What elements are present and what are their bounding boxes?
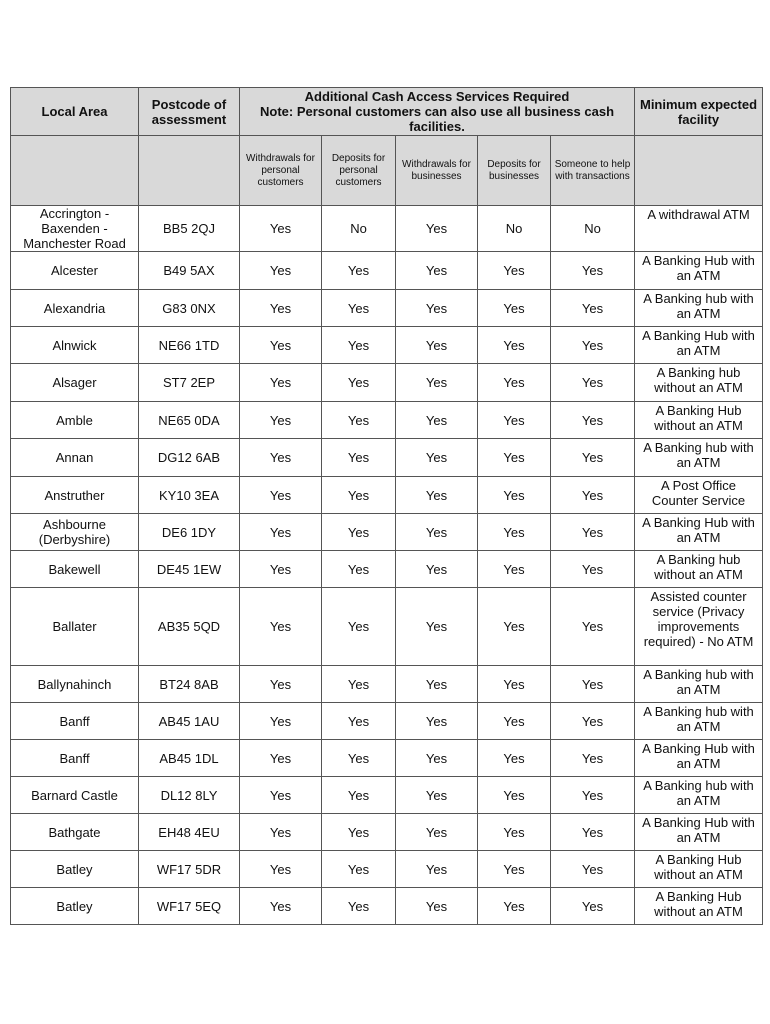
- area-cell: Ashbourne (Derbyshire): [11, 514, 139, 551]
- table-row: [11, 439, 763, 477]
- facility-cell: A Banking Hub with an ATM: [635, 252, 763, 290]
- withdrawals-personal-cell: Yes: [240, 777, 322, 814]
- postcode-cell: G83 0NX: [139, 290, 240, 327]
- facility-cell: A Banking Hub without an ATM: [635, 888, 763, 925]
- deposits-business-cell: Yes: [478, 327, 551, 364]
- area-cell: Bathgate: [11, 814, 139, 851]
- table-row: [11, 290, 763, 327]
- facility-cell: Assisted counter service (Privacy improvements required) - No ATM: [635, 588, 763, 666]
- someone-help-cell: Yes: [551, 364, 635, 402]
- area-cell: Amble: [11, 402, 139, 439]
- deposits-personal-cell: Yes: [322, 703, 396, 740]
- subheader-blank-area: [11, 136, 139, 206]
- table-row: [11, 851, 763, 888]
- postcode-cell: DE45 1EW: [139, 551, 240, 588]
- header-services-note: Note: Personal customers can also use all business cash facilities.: [259, 104, 615, 134]
- withdrawals-personal-cell: Yes: [240, 740, 322, 777]
- area-cell: Ballynahinch: [11, 666, 139, 703]
- cash-access-table: [10, 87, 763, 925]
- withdrawals-personal-cell: Yes: [240, 290, 322, 327]
- postcode-cell: AB45 1DL: [139, 740, 240, 777]
- withdrawals-business-cell: Yes: [396, 588, 478, 666]
- someone-help-cell: Yes: [551, 851, 635, 888]
- subheader-withdrawals-business: Withdrawals for businesses: [396, 136, 478, 206]
- withdrawals-business-cell: Yes: [396, 888, 478, 925]
- table-body: [11, 206, 763, 925]
- table-row: [11, 814, 763, 851]
- area-cell: Annan: [11, 439, 139, 477]
- header-local-area: Local Area: [11, 88, 139, 136]
- withdrawals-personal-cell: Yes: [240, 703, 322, 740]
- withdrawals-business-cell: Yes: [396, 514, 478, 551]
- withdrawals-business-cell: Yes: [396, 402, 478, 439]
- postcode-cell: DE6 1DY: [139, 514, 240, 551]
- someone-help-cell: No: [551, 206, 635, 252]
- withdrawals-personal-cell: Yes: [240, 252, 322, 290]
- deposits-business-cell: Yes: [478, 290, 551, 327]
- someone-help-cell: Yes: [551, 514, 635, 551]
- subheader-deposits-business: Deposits for businesses: [478, 136, 551, 206]
- deposits-personal-cell: Yes: [322, 327, 396, 364]
- table-row: [11, 252, 763, 290]
- postcode-cell: DL12 8LY: [139, 777, 240, 814]
- table-row: [11, 588, 763, 666]
- area-cell: Bakewell: [11, 551, 139, 588]
- deposits-personal-cell: Yes: [322, 439, 396, 477]
- withdrawals-personal-cell: Yes: [240, 666, 322, 703]
- someone-help-cell: Yes: [551, 477, 635, 514]
- postcode-cell: BT24 8AB: [139, 666, 240, 703]
- area-cell: Banff: [11, 740, 139, 777]
- area-cell: Ballater: [11, 588, 139, 666]
- deposits-personal-cell: Yes: [322, 588, 396, 666]
- withdrawals-personal-cell: Yes: [240, 364, 322, 402]
- someone-help-cell: Yes: [551, 777, 635, 814]
- facility-cell: A withdrawal ATM: [635, 206, 763, 252]
- deposits-business-cell: Yes: [478, 703, 551, 740]
- postcode-cell: NE65 0DA: [139, 402, 240, 439]
- withdrawals-business-cell: Yes: [396, 703, 478, 740]
- withdrawals-business-cell: Yes: [396, 851, 478, 888]
- deposits-business-cell: Yes: [478, 666, 551, 703]
- withdrawals-personal-cell: Yes: [240, 888, 322, 925]
- facility-cell: A Banking hub with an ATM: [635, 703, 763, 740]
- withdrawals-personal-cell: Yes: [240, 402, 322, 439]
- deposits-business-cell: Yes: [478, 740, 551, 777]
- table-row: [11, 551, 763, 588]
- deposits-business-cell: Yes: [478, 588, 551, 666]
- withdrawals-personal-cell: Yes: [240, 514, 322, 551]
- facility-cell: A Banking Hub with an ATM: [635, 740, 763, 777]
- facility-cell: A Banking Hub with an ATM: [635, 327, 763, 364]
- area-cell: Batley: [11, 851, 139, 888]
- postcode-cell: WF17 5EQ: [139, 888, 240, 925]
- table-row: [11, 477, 763, 514]
- deposits-personal-cell: Yes: [322, 888, 396, 925]
- facility-cell: A Banking hub with an ATM: [635, 439, 763, 477]
- postcode-cell: EH48 4EU: [139, 814, 240, 851]
- withdrawals-business-cell: Yes: [396, 814, 478, 851]
- facility-cell: A Post Office Counter Service: [635, 477, 763, 514]
- deposits-business-cell: Yes: [478, 514, 551, 551]
- table-row: [11, 740, 763, 777]
- withdrawals-personal-cell: Yes: [240, 327, 322, 364]
- header-minimum-facility: Minimum expected facility: [635, 88, 763, 136]
- facility-cell: A Banking hub without an ATM: [635, 364, 763, 402]
- deposits-personal-cell: Yes: [322, 551, 396, 588]
- area-cell: Barnard Castle: [11, 777, 139, 814]
- header-postcode: Postcode of assessment: [139, 88, 240, 136]
- deposits-business-cell: Yes: [478, 814, 551, 851]
- subheader-blank-facility: [635, 136, 763, 206]
- deposits-personal-cell: Yes: [322, 514, 396, 551]
- area-cell: Alsager: [11, 364, 139, 402]
- someone-help-cell: Yes: [551, 888, 635, 925]
- withdrawals-business-cell: Yes: [396, 666, 478, 703]
- postcode-cell: DG12 6AB: [139, 439, 240, 477]
- deposits-personal-cell: Yes: [322, 666, 396, 703]
- table-row: [11, 703, 763, 740]
- deposits-personal-cell: Yes: [322, 477, 396, 514]
- someone-help-cell: Yes: [551, 327, 635, 364]
- table-row: [11, 777, 763, 814]
- deposits-business-cell: Yes: [478, 477, 551, 514]
- deposits-business-cell: Yes: [478, 851, 551, 888]
- facility-cell: A Banking Hub with an ATM: [635, 814, 763, 851]
- someone-help-cell: Yes: [551, 814, 635, 851]
- subheader-deposits-personal: Deposits for personal customers: [322, 136, 396, 206]
- area-cell: Alexandria: [11, 290, 139, 327]
- area-cell: Accrington - Baxenden - Manchester Road: [11, 206, 139, 252]
- someone-help-cell: Yes: [551, 588, 635, 666]
- header-services: [240, 88, 635, 136]
- area-cell: Anstruther: [11, 477, 139, 514]
- postcode-cell: WF17 5DR: [139, 851, 240, 888]
- withdrawals-personal-cell: Yes: [240, 206, 322, 252]
- withdrawals-business-cell: Yes: [396, 439, 478, 477]
- withdrawals-business-cell: Yes: [396, 740, 478, 777]
- deposits-personal-cell: Yes: [322, 364, 396, 402]
- someone-help-cell: Yes: [551, 740, 635, 777]
- table-row: [11, 666, 763, 703]
- deposits-personal-cell: Yes: [322, 740, 396, 777]
- someone-help-cell: Yes: [551, 703, 635, 740]
- deposits-personal-cell: Yes: [322, 252, 396, 290]
- deposits-business-cell: Yes: [478, 888, 551, 925]
- withdrawals-personal-cell: Yes: [240, 588, 322, 666]
- deposits-personal-cell: Yes: [322, 290, 396, 327]
- withdrawals-business-cell: Yes: [396, 252, 478, 290]
- withdrawals-business-cell: Yes: [396, 777, 478, 814]
- someone-help-cell: Yes: [551, 551, 635, 588]
- facility-cell: A Banking Hub without an ATM: [635, 402, 763, 439]
- postcode-cell: BB5 2QJ: [139, 206, 240, 252]
- area-cell: Batley: [11, 888, 139, 925]
- table-row: [11, 206, 763, 252]
- header-services-title: Additional Cash Access Services Required: [304, 89, 570, 104]
- postcode-cell: B49 5AX: [139, 252, 240, 290]
- table-row: [11, 514, 763, 551]
- someone-help-cell: Yes: [551, 666, 635, 703]
- withdrawals-business-cell: Yes: [396, 290, 478, 327]
- table-row: [11, 402, 763, 439]
- withdrawals-personal-cell: Yes: [240, 814, 322, 851]
- deposits-personal-cell: Yes: [322, 851, 396, 888]
- postcode-cell: ST7 2EP: [139, 364, 240, 402]
- facility-cell: A Banking hub with an ATM: [635, 777, 763, 814]
- facility-cell: A Banking Hub with an ATM: [635, 514, 763, 551]
- deposits-business-cell: Yes: [478, 402, 551, 439]
- withdrawals-business-cell: Yes: [396, 364, 478, 402]
- table-row: [11, 327, 763, 364]
- someone-help-cell: Yes: [551, 290, 635, 327]
- deposits-business-cell: Yes: [478, 777, 551, 814]
- someone-help-cell: Yes: [551, 252, 635, 290]
- table-row: [11, 364, 763, 402]
- facility-cell: A Banking hub without an ATM: [635, 551, 763, 588]
- someone-help-cell: Yes: [551, 402, 635, 439]
- postcode-cell: AB35 5QD: [139, 588, 240, 666]
- area-cell: Alnwick: [11, 327, 139, 364]
- withdrawals-personal-cell: Yes: [240, 439, 322, 477]
- postcode-cell: NE66 1TD: [139, 327, 240, 364]
- subheader-someone-help: Someone to help with transactions: [551, 136, 635, 206]
- area-cell: Alcester: [11, 252, 139, 290]
- withdrawals-personal-cell: Yes: [240, 551, 322, 588]
- subheader-blank-postcode: [139, 136, 240, 206]
- table-row: [11, 888, 763, 925]
- withdrawals-business-cell: Yes: [396, 477, 478, 514]
- facility-cell: A Banking hub with an ATM: [635, 666, 763, 703]
- facility-cell: A Banking Hub without an ATM: [635, 851, 763, 888]
- deposits-business-cell: No: [478, 206, 551, 252]
- subheader-withdrawals-personal: Withdrawals for personal customers: [240, 136, 322, 206]
- postcode-cell: KY10 3EA: [139, 477, 240, 514]
- area-cell: Banff: [11, 703, 139, 740]
- deposits-business-cell: Yes: [478, 551, 551, 588]
- deposits-business-cell: Yes: [478, 364, 551, 402]
- postcode-cell: AB45 1AU: [139, 703, 240, 740]
- deposits-business-cell: Yes: [478, 252, 551, 290]
- withdrawals-business-cell: Yes: [396, 551, 478, 588]
- withdrawals-personal-cell: Yes: [240, 477, 322, 514]
- withdrawals-business-cell: Yes: [396, 206, 478, 252]
- withdrawals-personal-cell: Yes: [240, 851, 322, 888]
- deposits-personal-cell: No: [322, 206, 396, 252]
- deposits-business-cell: Yes: [478, 439, 551, 477]
- deposits-personal-cell: Yes: [322, 402, 396, 439]
- someone-help-cell: Yes: [551, 439, 635, 477]
- deposits-personal-cell: Yes: [322, 814, 396, 851]
- facility-cell: A Banking hub with an ATM: [635, 290, 763, 327]
- withdrawals-business-cell: Yes: [396, 327, 478, 364]
- deposits-personal-cell: Yes: [322, 777, 396, 814]
